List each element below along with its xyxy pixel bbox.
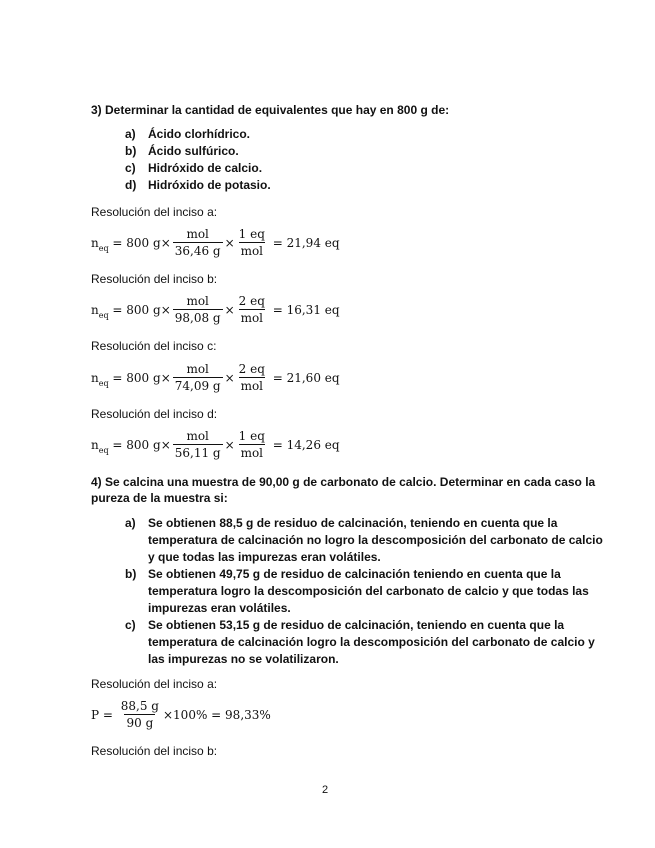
eq-mass: 800 g: [126, 437, 161, 452]
page-number: 2: [322, 784, 329, 796]
q4-heading-line2: pureza de la muestra si:: [91, 491, 228, 505]
eq-factor: 100%: [173, 707, 208, 722]
q4-item-a-line2: temperatura de calcinación no logro la descomposición del carbonato de calcio: [148, 533, 603, 547]
eq-result: 21,60 eq: [286, 370, 340, 385]
eq-fraction-purity: $\frac{88,5 g}{90 g}$: [120, 699, 159, 730]
q3-item-label-b: b): [125, 144, 137, 158]
q3-item-c: Hidróxido de calcio.: [148, 161, 263, 175]
q3-item-label-a: a): [125, 127, 136, 141]
q4-item-c-line2: temperatura de calcinación logro la descomposición del carbonato de calcio y: [148, 635, 595, 649]
eq-lhs: $n_{eq}$: [91, 302, 109, 320]
q3-equation-c: $n_{eq}$ = 800 g × $\frac{\text{mol}}{74,09 g}$ × $\frac{2 eq}{\text{mol}}$ = 21,60 eq: [91, 362, 340, 393]
eq-mass: 800 g: [126, 235, 161, 250]
eq-mass: 800 g: [126, 370, 161, 385]
eq-result: 16,31 eq: [286, 302, 340, 317]
q4-resolution-b-title: Resolución del inciso b:: [91, 744, 218, 758]
q4-item-label-b: b): [125, 567, 137, 581]
q4-item-label-c: c): [125, 618, 136, 632]
q3-equation-a: $n_{eq}$ = 800 g × $\frac{\text{mol}}{36,46 g}$ × $\frac{1 eq}{\text{mol}}$ = 21,94 eq: [91, 227, 340, 258]
q4-item-c-line1: Se obtienen 53,15 g de residuo de calcinación, teniendo en cuenta que la: [148, 618, 565, 632]
eq-fraction-molar: $\frac{\text{mol}}{56,11 g}$: [174, 429, 221, 460]
q3-item-b: Ácido sulfúrico.: [148, 144, 239, 158]
q3-resolution-c-title: Resolución del inciso c:: [91, 339, 217, 353]
q4-item-b-line1: Se obtienen 49,75 g de residuo de calcinación teniendo en cuenta que la: [148, 567, 561, 581]
eq-result: 21,94 eq: [286, 235, 340, 250]
eq-fraction-molar: $\frac{\text{mol}}{98,08 g}$: [174, 294, 221, 325]
q3-resolution-a-title: Resolución del inciso a:: [91, 205, 218, 219]
q4-item-a-line3: y que todas las impurezas eran volátiles.: [148, 550, 381, 564]
eq-result: 98,33%: [225, 707, 271, 722]
eq-fraction-equiv: $\frac{1 eq}{\text{mol}}$: [238, 429, 265, 460]
q4-item-b-line2: temperatura logro la descomposición del carbonato de calcio y que todas las: [148, 584, 589, 598]
eq-lhs: $n_{eq}$: [91, 437, 109, 455]
eq-fraction-molar: $\frac{\text{mol}}{36,46 g}$: [174, 227, 221, 258]
eq-mass: 800 g: [126, 302, 161, 317]
q3-item-label-d: d): [125, 178, 137, 192]
eq-lhs: $n_{eq}$: [91, 370, 109, 388]
eq-result: 14,26 eq: [286, 437, 340, 452]
eq-fraction-molar: $\frac{\text{mol}}{74,09 g}$: [174, 362, 221, 393]
q4-item-a-line1: Se obtienen 88,5 g de residuo de calcinación, teniendo en cuenta que la: [148, 516, 558, 530]
q3-item-a: Ácido clorhídrico.: [148, 127, 251, 141]
q4-heading-line1: 4) Se calcina una muestra de 90,00 g de carbonato de calcio. Determinar en cada caso la: [91, 475, 596, 489]
eq-fraction-equiv: $\frac{1 eq}{\text{mol}}$: [238, 227, 265, 258]
q3-equation-b: $n_{eq}$ = 800 g × $\frac{\text{mol}}{98,08 g}$ × $\frac{2 eq}{\text{mol}}$ = 16,31 eq: [91, 294, 340, 325]
q3-equation-d: $n_{eq}$ = 800 g × $\frac{\text{mol}}{56,11 g}$ × $\frac{1 eq}{\text{mol}}$ = 14,26 eq: [91, 429, 340, 460]
eq-lhs: $n_{eq}$: [91, 235, 109, 253]
q3-item-label-c: c): [125, 161, 136, 175]
q4-resolution-a-title: Resolución del inciso a:: [91, 677, 218, 691]
q3-heading: 3) Determinar la cantidad de equivalentes que hay en 800 g de:: [91, 103, 450, 117]
q3-resolution-b-title: Resolución del inciso b:: [91, 272, 218, 286]
q4-item-c-line3: las impurezas no se volatilizaron.: [148, 652, 339, 666]
q4-item-b-line3: impurezas eran volátiles.: [148, 601, 291, 615]
eq-fraction-equiv: $\frac{2 eq}{\text{mol}}$: [238, 294, 265, 325]
eq-fraction-equiv: $\frac{2 eq}{\text{mol}}$: [238, 362, 265, 393]
eq-lhs: P: [91, 707, 100, 722]
q3-item-d: Hidróxido de potasio.: [148, 178, 271, 192]
q4-equation-a: P = $\frac{88,5 g}{90 g}$ × 100% = 98,33%: [91, 699, 271, 730]
q3-resolution-d-title: Resolución del inciso d:: [91, 407, 218, 421]
q4-item-label-a: a): [125, 516, 136, 530]
